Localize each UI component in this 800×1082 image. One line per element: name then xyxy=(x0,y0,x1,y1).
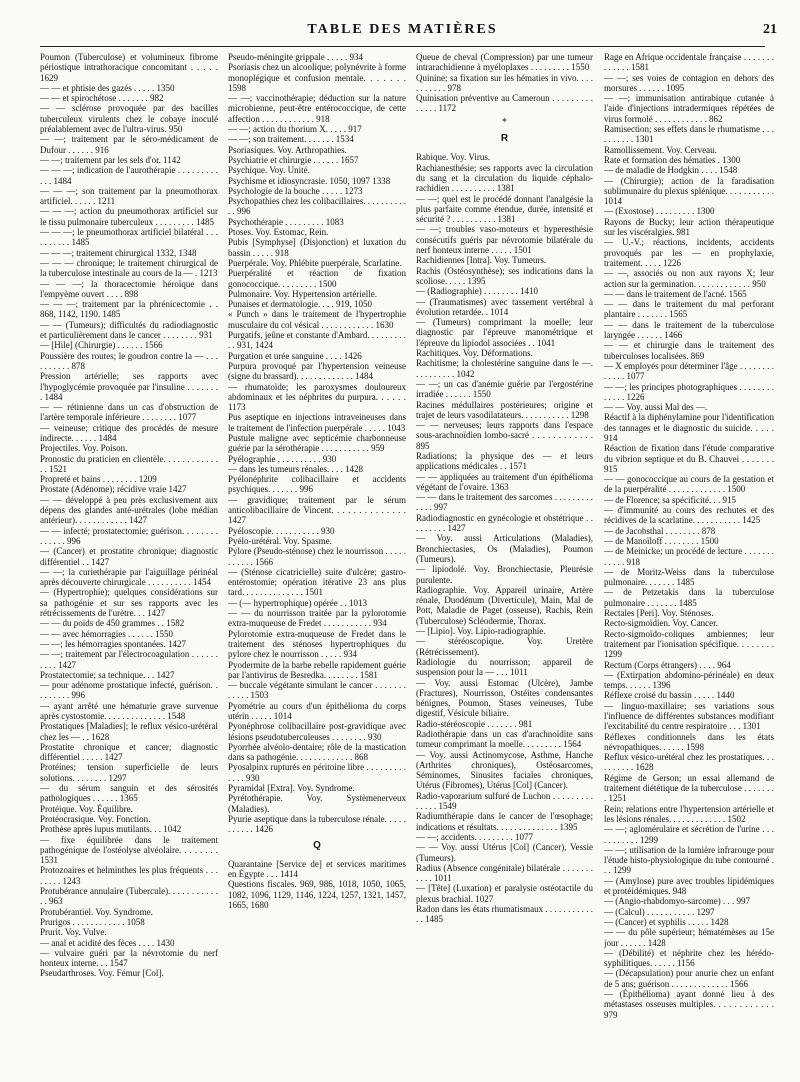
index-entry: Régime de Gerson; un essai allemand de traitement diététique de la tuberculose . . . . . . . . 1251 xyxy=(604,772,774,804)
index-entry: — (Épithélioma) ayant donné lieu à des métastases osseuses multiples. . . . . . . . . . . . 979 xyxy=(604,989,774,1020)
index-entry: Rate et formation des hématies . 1300 xyxy=(604,154,741,165)
index-entry: Purpura provoqué par l'hypertension veineuse (signe du brassard). . . . . . . . . . . . . 1484 xyxy=(228,360,406,382)
index-entry: — [Hile] (Chirurgie) . . . . . . 1566 xyxy=(40,340,163,351)
index-entry: — U.-V.; réactions, incidents, accidents provoqués par les — en prophylaxie, traitement. . . . . 1226 xyxy=(604,237,774,268)
index-entry: Pression artérielle; ses rapports avec l'hypoglycémie provoquée par l'insuline . . . . . . . . 1484 xyxy=(40,371,218,402)
index-entry: Pyosalpinx rupturés en péritoine libre . . . . . . . . . . . . . 930 xyxy=(228,762,406,783)
index-entry: Pyélographie . . . . . . . . . . 930 xyxy=(228,453,337,464)
index-entry: Punaises et dermatologie. . . . 919, 1050 xyxy=(228,299,372,310)
index-entry: Prurigos . . . . . . . . . . . . 1058 xyxy=(40,916,145,927)
index-entry: Racines médullaires postérieures; origine et trajet de leurs vasodilatateurs. . . . . . . . . . . 1298 xyxy=(416,399,593,420)
index-entry: Pyonéphrose colibacillaire post-gravidique avec lésions pseudotuberculeuses . . . . . . . . 930 xyxy=(228,721,406,742)
index-entry: Pseudarthroses. Voy. Fémur [Col]. xyxy=(40,968,164,979)
index-entry: Pyélo-urétéral. Voy. Spasme. xyxy=(228,535,332,546)
index-entry: Prostatiques [Maladies]; le reflux vésico-urétéral chez les — . . 1628 xyxy=(40,721,218,742)
index-entry: — — appliquées au traitement d'un épithélioma végétant de l'ovaire. 1363 xyxy=(416,471,593,492)
index-entry: Pus aseptique en injections intraveineuses dans le traitement de l'infection puerpérale . . . . . 1043 xyxy=(228,412,406,433)
index-entry: — — —; le pneumothorax artificiel bilatéral . . . . . . . . . . 1485 xyxy=(40,227,218,248)
index-entry: — —; quel est le procédé donnant l'analgésie la plus parfaite comme étendue, durée, intensité et sécurité ? . . . . . . . . . . 1381 xyxy=(416,193,593,225)
index-entry: Pyrétothérapie. Voy. Systèmenerveux (Maladies). xyxy=(228,793,406,814)
index-entry: Pylore (Pseudo-sténose) chez le nourrisson . . . . . . . . . . . 1566 xyxy=(228,546,406,567)
index-entry: — [Lipio]. Voy. Lipio-radiographie. xyxy=(416,626,546,637)
index-entry: — (Traumatismes) avec tassement vertébral à évolution retardée. . 1014 xyxy=(416,296,593,317)
index-entry: — —; son traitement. . . . . . . 1534 xyxy=(228,134,354,145)
index-entry: Protozoaires et helminthes les plus fréquents . . . . . . . . 1243 xyxy=(40,865,218,886)
index-entry: — — —; son traitement par la pneumothorax artificiel. . . . . . 1211 xyxy=(40,185,218,207)
index-entry: — de Petzetakis dans la tuberculose pulmonaire . . . . . . . 1485 xyxy=(604,587,774,608)
index-entry: — (Cancer) et prostatite chronique; diagnostic différentiel . . 1427 xyxy=(40,546,218,567)
index-column-4 xyxy=(604,52,774,1070)
index-entry: Protéique. Voy. Équilibre. xyxy=(40,803,133,814)
page-title: TABLE DES MATIÈRES xyxy=(307,22,498,37)
index-entry: Questions fiscales. 969, 986, 1018, 1050, 1065, 1082, 1096, 1129, 1146, 1224, 1257, 1321, 1457, 1665, 1680 xyxy=(228,879,406,911)
index-entry: Quarantaine [Service de] et services maritimes en Égypte . . . 1414 xyxy=(228,858,406,880)
index-entry: Radiumthérapie dans le cancer de l'œsophage; indications et résultats. . . . . . . . . . . . . . 1395 xyxy=(416,811,593,832)
index-entry: — anal et acidité des fèces . . . . 1430 xyxy=(40,937,175,948)
index-entry: Psychique. Voy. Unité. xyxy=(228,165,310,176)
index-entry: Rachis (Ostéosynthèse); ses indications dans la scoliose. . . . . 1395 xyxy=(416,265,593,286)
index-entry: — ayant arrêté une hématurie grave survenue après cystostomie. . . . . . . . . . . . . . 1548 xyxy=(40,700,218,721)
index-entry: Recto-sigmoïdien. Voy. Cancer. xyxy=(604,618,718,629)
index-entry: — —; traitement par les sels d'or. 1142 xyxy=(40,154,181,165)
index-entry: Rectales [Peri]. Voy. Sténoses. xyxy=(604,608,714,619)
index-entry: — — infecté; prostatectomie; guérison. . . . . . . . . . . . . . 996 xyxy=(40,525,218,546)
index-entry: Radon dans les états rhumatismaux . . . . . . . . . . . . . 1485 xyxy=(416,904,593,925)
index-entry: — (Hypertrophie); quelques considérations sur sa pathogénie et sur ses rapports avec les rétrécissements de l'urètre. . . 1427 xyxy=(40,587,218,619)
header-rule xyxy=(40,46,765,47)
index-entry: Psychopathies chez les colibacillaires. . . . . . . . . . . . 996 xyxy=(228,196,406,217)
index-entry: Recto-sigmoïdo-coliques ambiennes; leur traitement par l'ionisation spécifique. . . . . . . . 1299 xyxy=(604,628,774,660)
index-entry: — — du poids de 450 grammes . . 1582 xyxy=(40,618,185,629)
index-entry: — buccale végétante simulant le cancer . . . . . . . . . . . . 1503 xyxy=(228,680,406,701)
index-entry: — dans les tumeurs rénales. . . . 1428 xyxy=(228,463,363,474)
index-entry: Prostatite chronique et cancer; diagnostic différentiel . . . . . 1427 xyxy=(40,741,218,763)
index-entry: Propreté et bains . . . . . . . . 1209 xyxy=(40,474,157,485)
index-entry: Pyéloscopie. . . . . . . . . . . 930 xyxy=(228,525,335,536)
index-entry: — —; traitement par l'électrocoagulation . . . . . . . . . . 1427 xyxy=(40,649,218,670)
index-entry: — (Cancer) et syphilis . . . . . 1428 xyxy=(604,916,729,927)
index-entry: Radiographie. Voy. Appareil urinaire, Artère rénale, Duodénum (Diverticule), Main, Mal de Pott, Maladie de Paget (osseuse), Rachis, Rein (Tuberculose) Scléodermie, Thorax. xyxy=(416,584,593,626)
index-entry: — (Chirurgie); action de la faradisation sublimunaire du plexus splénique. . . . . . . . . . . 1014 xyxy=(604,175,774,207)
index-entry: — — rétinienne dans un cas d'obstruction de l'artère temporale inférieure . . . . . . . . 1077 xyxy=(40,402,218,423)
index-entry: Ramisection; ses effets dans le rhumatisme . . . . . . . . . . 1301 xyxy=(604,124,774,145)
index-entry: — —; action du thorium X. . . . . 917 xyxy=(228,124,362,135)
index-entry: Pustule maligne avec septicémie charbonneuse guérie par la sérothérapie . . . . . . . . . . . 959 xyxy=(228,432,406,454)
index-entry: Projectiles. Voy. Poison. xyxy=(40,443,128,454)
index-entry: — —; utilisation de la lumière infrarouge pour l'étude histo-physiologique du tube contourné . . . 1299 xyxy=(604,844,774,876)
index-entry: — (Sténose cicatricielle) suite d'ulcère; gastro-entérostomie; opération itérative 23 ans plus tard. . . . . . . . . . . . . . 1501 xyxy=(228,566,406,598)
index-entry: — stéréoscopique. Voy. Uretère (Rétrécissement). xyxy=(416,636,593,657)
index-entry: Radiothérapie dans un cas d'arachnoïdite sans tumeur comprimant la moelle. . . . . . . . . 1564 xyxy=(416,729,593,750)
index-entry: — — Voy. aussi Mal des —. xyxy=(604,402,708,413)
index-entry: Ptoses. Voy. Estomac, Rein. xyxy=(228,227,329,238)
index-entry: — de Moritz-Weiss dans la tuberculose pulmonaire. . . . . . . 1485 xyxy=(604,566,774,588)
index-entry: Pyométrie au cours d'un épithélioma du corps utérin . . . . . 1014 xyxy=(228,700,406,721)
index-entry: Pulmonaire. Voy. Hypertension artérielle. xyxy=(228,288,378,299)
index-entry: Réflexe croisé du bassin . . . . . 1440 xyxy=(604,690,735,701)
index-entry: Rein; relations entre l'hypertension artérielle et les lésions rénales. . . . . . . . . . . . . 1502 xyxy=(604,803,774,824)
index-entry: — pour adénome prostatique infecté, guérison. . . . . . . . . 996 xyxy=(40,680,218,701)
index-entry: — (Tumeurs) comprimant la moelle; leur diagnostic par l'épreuve manométrique et l'épreuve du lipiodol associées . . 1041 xyxy=(416,317,593,348)
index-entry: — X employés pour déterminer l'âge . . . . . . . . . . . . . 1077 xyxy=(604,360,774,382)
index-entry: — — sclérose provoquée par des bacilles tuberculeux virulents chez le cobaye inoculé préalablement avec de l'ultra-virus. 950 xyxy=(40,103,218,135)
index-entry: Reflux vésico-urétéral chez les prostatiques. . . . . . . . . . 1628 xyxy=(604,752,774,773)
index-entry: — rhumatoïde; les paroxysmes douloureux abdominaux et les néphrites du purpura. . . . . . 1173 xyxy=(228,381,406,413)
index-entry: Psoriasis chez un alcoolique; polynévrite à forme monoplégique et confusion mentale. . . . . . . 1598 xyxy=(228,62,406,93)
index-entry: — —; aglomérulaire et sécrétion de l'urine . . . . . . . . . . . 1299 xyxy=(604,824,774,845)
index-entry: Protéocrasique. Voy. Fonction. xyxy=(40,813,151,824)
index-entry: Psychisme et idiosyncrasie. 1050, 1097 1338 xyxy=(228,175,391,186)
index-entry: Pyorrhée alvéolo-dentaire; rôle de la mastication dans sa pathogénie. . . . . . . . . . . . . 868 xyxy=(228,741,406,763)
index-entry: Protubérance annulaire (Tubercule). . . . . . . . . . . . . 963 xyxy=(40,886,218,907)
index-entry: — — dans le traitement de la tuberculose laryngée . . . . . . 1466 xyxy=(604,319,774,341)
index-entry: Rachidiennes [Intra]. Voy. Tumeurs. xyxy=(416,255,547,266)
index-column-2 xyxy=(228,52,406,1070)
index-entry: — —; la curiethérapie par l'aiguillage périnéal après découverte chirurgicale . . . . . . . . . . 1454 xyxy=(40,566,218,588)
index-entry: Réflexes conditionnels dans les états névropathiques. . . . . . 1598 xyxy=(604,731,774,752)
index-entry: Pubis [Symphyse] (Disjonction) et luxation du bassin . . . . . 918 xyxy=(228,237,406,258)
index-entry: — —; ses voies de contagion en dehors des morsures . . . . . . 1095 xyxy=(604,72,774,93)
index-entry: — d'immunité au cours des rechutes et des récidives de la scarlatine. . . . . . . . . . . 1425 xyxy=(604,505,774,526)
index-entry: — de Florence; sa spécificité. . . 915 xyxy=(604,494,736,505)
index-entry: Puerpérale. Voy. Phlébite puerpérale, Scarlatine. xyxy=(228,257,402,268)
index-entry: — —, associés ou non aux rayons X; leur action sur la germination. . . . . . . . . . . . . 950 xyxy=(604,268,774,289)
index-entry: — linguo-maxillaire; ses variations sous l'influence de différentes substances modifiant l'excitabilité du centre respiratoire . . . 1301 xyxy=(604,700,774,732)
index-entry: Psoriasiques. Voy. Arthropathies. xyxy=(228,144,347,155)
index-entry: — gravidique; traitement par le sérum anticolibacillaire de Vincent. . . . . . . . . . . . . . 1427 xyxy=(228,494,406,526)
index-entry: — (Débilité) et néphrite chez les hérédo-syphilitiques. . . . . . 1156 xyxy=(604,947,774,969)
index-entry: Pylorotomie extra-muqueuse de Fredet dans le traitement des sténoses hypertrophiques du pylore chez le nourrisson . . . . . 934 xyxy=(228,628,406,660)
index-entry: — — nerveuses; leurs rapports dans l'espace sous-arachnoïdien lombo-sacré . . . . . . . . . . . . 895 xyxy=(416,420,593,451)
index-entry: — (— hypertrophique) opérée . . 1013 xyxy=(228,597,367,608)
index-entry: Purgation et urée sanguine . . . . 1426 xyxy=(228,350,362,361)
index-entry: — Voy. aussi Articulations (Maladies), Bronchiectasies, Os (Maladies), Poumon (Tumeurs). xyxy=(416,533,593,564)
index-entry: — —; un cas d'anémie guérie par l'ergostérine irradiée . . . . . . 1550 xyxy=(416,378,593,400)
index-entry: Purgatifs, jeûne et constante d'Ambard. . . . . . . . . . . 931, 1424 xyxy=(228,330,406,351)
index-entry: — (Extirpation abdomino-périnéale) en deux temps. . . . . . 1396 xyxy=(604,669,774,691)
running-header xyxy=(40,22,777,42)
index-entry: — de Meinicke; un procédé de lecture . . . . . . . . . . . . 918 xyxy=(604,546,774,567)
index-entry: « Punch » dans le traitement de l'hypertrophie musculaire du col vésical . . . . . . . . . . . . 1630 xyxy=(228,309,406,330)
index-entry: Pyodermite de la barbe rebelle rapidement guérie par l'antivirus de Besredka. . . . . . . . 1581 xyxy=(228,659,406,680)
index-entry: — de Manoïloff . . . . . . . . 1500 xyxy=(604,535,719,546)
index-entry: Rabique. Voy. Virus. xyxy=(416,152,491,163)
index-entry: — —; troubles vaso-moteurs et hyperesthésie consécutifs guéris par névrotomie bilatérale du nerf honteux interne . . . . . 1501 xyxy=(416,224,593,256)
section-letter: Q xyxy=(313,839,321,851)
index-entry: Poussière des routes; le goudron contre la — . . . . . . . . . . 878 xyxy=(40,350,218,371)
index-entry: Prostate (Adénome); récidive vraie 1427 xyxy=(40,484,187,495)
index-entry: Queue de cheval (Compression) par une tumeur intrarachidienne à myéloplaxes . . . . . . . . . 1550 xyxy=(416,52,593,73)
index-entry: — veineuse; critique des procédés de mesure indirecte. . . . . . 1484 xyxy=(40,422,218,443)
index-entry: — — du nourrisson traitée par la pylorotomie extra-muqueuse de Fredet . . . . . . . . . . . 934 xyxy=(228,608,406,629)
index-entry: — — —; indication de l'aurothérapie . . . . . . . . . . . . 1484 xyxy=(40,165,218,186)
index-entry: — (Amylose) pure avec troubles lipidémiques et protéidémiques. 948 xyxy=(604,875,774,897)
index-entry: — — (Tumeurs); difficultés du radiodiagnostic et particulièrement dans le cancer . . . . . . . . 931 xyxy=(40,319,218,341)
index-entry: Quinisation préventive au Cameroun . . . . . . . . . . . . . . 1172 xyxy=(416,93,593,114)
index-entry: Radio-stéréoscopie . . . . . . . 981 xyxy=(416,718,533,729)
index-entry: Pseudo-méningite grippale . . . . . 934 xyxy=(228,52,363,62)
index-column-1 xyxy=(40,52,218,1070)
index-entry: Rayons de Bucky; leur action thérapeutique sur les viscéralgies. 981 xyxy=(604,216,774,238)
index-entry: — —; accidents. . . . . . . . . 1077 xyxy=(416,831,533,842)
index-entry: Rage en Afrique occidentale française . . . . . . . . . . . . . 1581 xyxy=(604,52,774,73)
index-column-3 xyxy=(416,52,593,1070)
index-entry: — —; vaccinothérapie; déduction sur la nature microbienne, peut-être entérococcique, de cette affection . . . . . . . . . . . . 918 xyxy=(228,93,406,124)
index-entry: Rachitiques. Voy. Déformations. xyxy=(416,348,533,359)
index-entry: — — —; la thoracectomie héroïque dans l'empyème ouvert . . . . 898 xyxy=(40,278,218,299)
index-entry: Psychologie de la bouche . . . . . 1273 xyxy=(228,185,363,196)
index-entry: Psychothérapie . . . . . . . . . 1083 xyxy=(228,216,344,227)
index-entry: — —; traitement par le séro-médicament de Dufour . . . . . . 916 xyxy=(40,134,218,155)
index-entry: Pyramidal [Extra]. Voy. Syndrome. xyxy=(228,783,355,794)
index-entry: — de maladie de Hodgkin . . . . 1548 xyxy=(604,165,738,176)
index-entry: Rectum (Corps étrangers) . . . . 964 xyxy=(604,659,731,670)
index-entry: — —; les principes photographiques . . . . . . . . . . . . . 1226 xyxy=(604,381,774,402)
index-entry: — Voy. aussi Actinomycose, Asthme, Hanche (Arthrites chroniques), Ostéosarcomes, Séminomes, Sinusites faciales chroniques, Utérus (Fibromes), Utérus [Col] (Cancer). xyxy=(416,749,593,791)
section-letter: R xyxy=(500,133,509,145)
index-entry: — —; immunisation antirabique cutanée à l'aide d'injections intradermiques répétées de virus formolé . . . . . . . . . . . . 862 xyxy=(604,93,774,124)
index-entry: Radio-vaporarium sulfuré de Luchon . . . . . . . . . . . . . . 1549 xyxy=(416,790,593,812)
index-entry: — — et chirurgie dans le traitement des tuberculoses localisées. 869 xyxy=(604,340,774,361)
index-entry: — du sérum sanguin et des sérosités pathologiques . . . . . . 1365 xyxy=(40,783,218,804)
index-entry: — — gonococcique au cours de la gestation et de la puerpéralité . . . . . . . . . . . . . 1500 xyxy=(604,474,774,495)
index-entry: Quinine; sa fixation sur les hématies in vivo. . . . . . . . . . . 978 xyxy=(416,72,593,93)
index-entry: — fixe équilibrée dans le traitement pathogénique de l'ostéolyse alvéolaire. . . . . . . . 1531 xyxy=(40,834,218,866)
index-entry: — — —; action du pneumothorax artificiel sur le tissu pulmonaire tuberculeux . . . . . . . . . 1485 xyxy=(40,206,218,227)
index-entry: — —; les hémorragies spontanées. 1427 xyxy=(40,638,186,649)
index-entry: Réactif à la diphénylamine pour l'identification des tannages et le diagnostic du suicide. . . . . 914 xyxy=(604,412,774,443)
index-entry: — — développé à peu près exclusivement aux dépens des glandes anté-urétrales (lobe médian antérieur). . . . . . . . . . . . 1427 xyxy=(40,494,218,526)
index-entry: — vulvaire guéri par la névrotomie du nerf honteux interne. . . 1547 xyxy=(40,947,218,969)
index-entry: — — avec hémorragies . . . . . . 1550 xyxy=(40,628,173,639)
index-entry: — — du pôle supérieur; hématémèses au 15e jour . . . . . . 1428 xyxy=(604,927,774,948)
index-entry: — [Tête] (Luxation) et paralysie ostéotactile du plexus brachial. 1027 xyxy=(416,883,593,904)
index-entry: Pyélonéphrite colibacillaire et accidents psychiques. . . . . . . 996 xyxy=(228,474,406,495)
page-number: 21 xyxy=(763,22,777,37)
index-entry: — — — chronique; le traitement chirurgical de la tuberculose intestinale au cours de la — . 1213 xyxy=(40,257,218,279)
index-entry: Radiations; la physique des — et leurs applications médicales . . 1571 xyxy=(416,450,593,472)
index-entry: Poumon (Tuberculose) et volumineux fibrome périostique intrathoracique concomitant . . . . . 1629 xyxy=(40,52,218,83)
index-entry: Radius (Absence congénitale) bilatérale . . . . . . . . . . . 1011 xyxy=(416,862,593,884)
index-entry: Réaction de fixation dans l'étude comparative du vibrion septique et du B. Chauvei . . . . . . . 915 xyxy=(604,443,774,474)
index-entry: Pronostic du praticien en clientèle. . . . . . . . . . . . . . 1521 xyxy=(40,453,218,474)
index-entry: — de Jacobsthal . . . . . . . . 878 xyxy=(604,525,716,536)
index-entry: Rachitisme; la cholestérine sanguine dans le —. . . . . . . . . . 1042 xyxy=(416,358,593,379)
index-entry: — — dans le traitement de l'acné. 1565 xyxy=(604,288,747,299)
index-entry: Protubérantiel. Voy. Syndrome. xyxy=(40,906,153,917)
index-entry: — (Décapsulation) pour anurie chez un enfant de 5 ans; guérison . . . . . . . . . . . . . 1566 xyxy=(604,968,774,989)
index-entry: — — dans le traitement du mal perforant plantaire . . . . . . . 1565 xyxy=(604,299,774,320)
index-entry: Puerpéralité et réaction de fixation gonococcique. . . . . . . . . 1500 xyxy=(228,268,406,289)
section-ornament: * xyxy=(502,116,507,128)
index-entry: Rachianesthésie; ses rapports avec la circulation du sang et la circulation du liquide céphalo-rachidien . . . . . . . . . . 1381 xyxy=(416,162,593,194)
index-entry: — — et phtisie des gazés . . . . . 1350 xyxy=(40,82,175,93)
index-entry: — — et spirochétose . . . . . . . 982 xyxy=(40,93,164,104)
index-entry: — — —; traitement par la phrénicectomie . . 868, 1142, 1190. 1485 xyxy=(40,299,218,320)
index-entry: Prostatectomie; sa technique. . . 1427 xyxy=(40,669,175,680)
index-entry: Pyurie aseptique dans la tuberculose rénale. . . . . . . . . . . 1426 xyxy=(228,813,406,835)
index-entry: Protéines; tension superficielle de leurs solutions. . . . . . . . 1297 xyxy=(40,762,218,783)
index-entry: — (Exostose) . . . . . . . . . 1300 xyxy=(604,206,715,217)
index-entry: Prurit. Voy. Vulve. xyxy=(40,927,107,938)
index-entry: — — —; traitement chirurgical 1332, 1348 xyxy=(40,247,197,258)
index-entry: — (Radiographie) . . . . . . . . 1410 xyxy=(416,286,538,297)
index-entry: Radiodiagnostic en gynécologie et obstétrique . . . . . . . . . 1427 xyxy=(416,512,593,534)
index-entry: — — dans le traitement des sarcomes . . . . . . . . . . . . . 997 xyxy=(416,492,593,513)
index-entry: — — Voy. aussi Utérus [Col] (Cancer), Vessie (Tumeurs). xyxy=(416,842,593,863)
index-entry: Ramollissement. Voy. Cerveau. xyxy=(604,144,717,155)
index-entry: Radiologie du nourrisson; appareil de suspension pour la — . . . 1011 xyxy=(416,656,593,678)
index-entry: — Voy. aussi Estomac (Ulcère), Jambe (Fractures), Nourrisson, Ostéites condensantes bénignes, Poumon, Stases veineuses, Tube digestif, Vésicule biliaire. xyxy=(416,677,593,719)
index-entry: Psychiatrie et chirurgie . . . . . . 1657 xyxy=(228,154,359,165)
index-entry: — (Calcul) . . . . . . . . . . . 1297 xyxy=(604,906,715,917)
index-entry: — lipiodolé. Voy. Bronchiectasie, Pleurésie purulente. xyxy=(416,564,593,585)
index-entry: — (Angio-rhabdomyo-sarcome) . . . 997 xyxy=(604,896,750,907)
index-entry: Prothèse après lupus mutilants. . . 1042 xyxy=(40,824,182,835)
